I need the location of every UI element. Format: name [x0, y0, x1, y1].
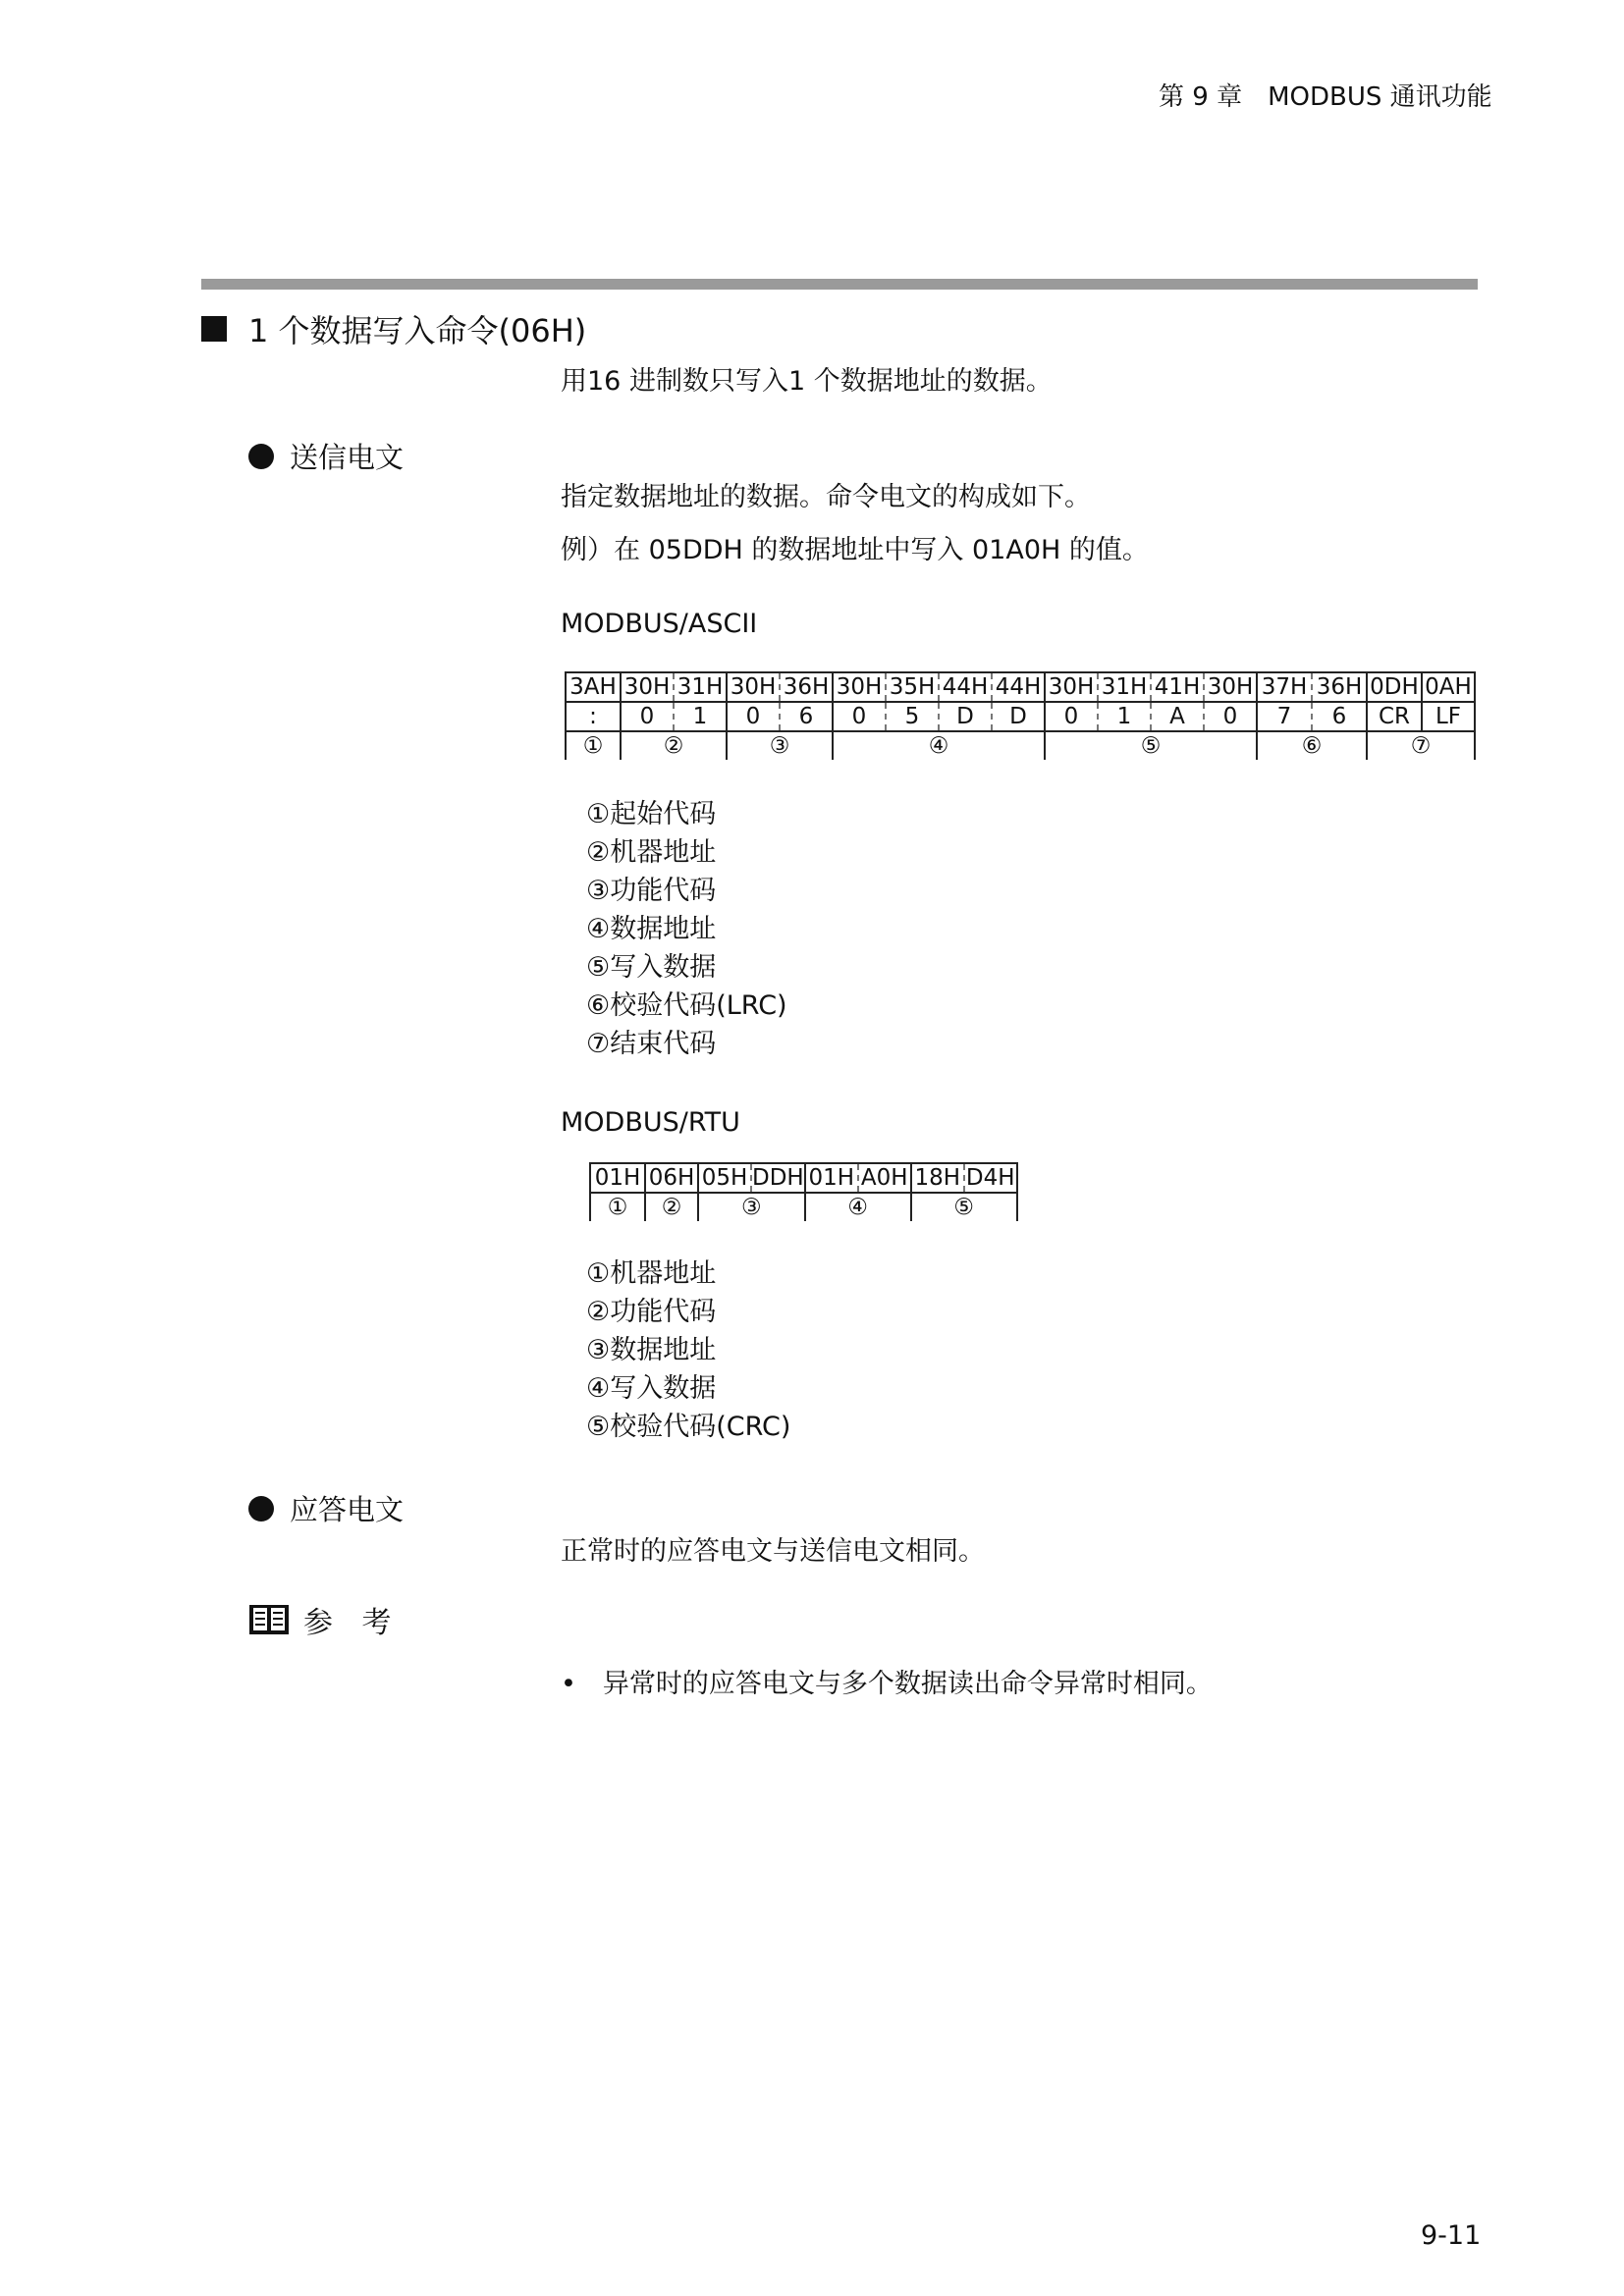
- ascii-group-cell: ⑤: [1045, 731, 1257, 760]
- reference-heading-text: 参 考: [303, 1606, 402, 1640]
- ascii-hex-cell: 30H: [1204, 672, 1257, 702]
- ascii-char-cell: D: [939, 702, 992, 731]
- ascii-legend: [586, 795, 787, 1063]
- ascii-char-cell: 0: [1204, 702, 1257, 731]
- ascii-char-cell: D: [992, 702, 1045, 731]
- legend-item: ⑤写入数据: [586, 952, 717, 983]
- send-heading-text: 送信电文: [290, 441, 405, 474]
- ascii-hex-cell: 37H: [1257, 672, 1312, 702]
- rtu-group-row: [590, 1193, 1017, 1221]
- ascii-hex-cell: 44H: [992, 672, 1045, 702]
- ascii-hex-row: [566, 672, 1475, 702]
- ascii-group-cell: ⑥: [1257, 731, 1367, 760]
- rtu-hex-cell: DDH: [752, 1165, 804, 1191]
- rtu-group-cell: ⑤: [911, 1193, 1017, 1221]
- response-heading: [248, 1488, 404, 1528]
- ascii-hex-cell: 44H: [939, 672, 992, 702]
- rtu-hex-cell: A0H: [858, 1163, 911, 1193]
- ascii-hex-cell: 41H: [1151, 672, 1204, 702]
- ascii-frame-table: [565, 671, 1476, 760]
- legend-item: ④数据地址: [586, 914, 717, 944]
- legend-item: ④写入数据: [586, 1373, 717, 1404]
- book-icon: [248, 1601, 290, 1638]
- legend-item: ②机器地址: [586, 837, 717, 868]
- ascii-hex-cell: 0DH: [1367, 672, 1422, 702]
- section-intro: 用16 进制数只写入1 个数据地址的数据。: [561, 366, 1053, 397]
- circle-bullet-icon: [248, 444, 274, 469]
- legend-item: ②功能代码: [586, 1297, 717, 1327]
- ascii-char-cell: 1: [674, 702, 727, 731]
- ascii-char-cell: 7: [1257, 702, 1312, 731]
- legend-item: ①起始代码: [586, 799, 717, 829]
- ascii-hex-cell: 36H: [780, 672, 833, 702]
- legend-item: ⑤校验代码(CRC): [586, 1412, 791, 1442]
- ascii-char-cell: 0: [727, 702, 780, 731]
- rtu-group-cell: ③: [698, 1193, 805, 1221]
- ascii-char-cell: LF: [1422, 702, 1475, 731]
- rtu-group-cell: ②: [645, 1193, 698, 1221]
- ascii-hex-cell: 30H: [621, 672, 674, 702]
- section-title: [201, 306, 586, 351]
- page-number: 9-11: [1421, 2220, 1482, 2251]
- ascii-group-cell: ②: [621, 731, 727, 760]
- reference-bullet: • 异常时的应答电文与多个数据读出命令异常时相同。: [561, 1669, 1213, 1699]
- response-heading-text: 应答电文: [290, 1493, 405, 1526]
- legend-item: ⑥校验代码(LRC): [586, 990, 787, 1021]
- legend-item: ①机器地址: [586, 1258, 717, 1289]
- ascii-hex-cell: 30H: [833, 672, 886, 702]
- rtu-hex-cell: 06H: [645, 1163, 698, 1193]
- rtu-legend: [586, 1255, 790, 1446]
- rtu-group-cell: ④: [805, 1193, 911, 1221]
- ascii-group-row: [566, 731, 1475, 760]
- chapter-header: 第 9 章 MODBUS 通讯功能: [1159, 82, 1492, 112]
- ascii-hex-cell: 30H: [727, 672, 780, 702]
- ascii-hex-cell: 30H: [1045, 672, 1098, 702]
- section-divider: [201, 279, 1478, 290]
- legend-item: ③功能代码: [586, 876, 717, 906]
- rtu-group-cell: ①: [590, 1193, 645, 1221]
- ascii-hex-cell: 36H: [1312, 672, 1367, 702]
- ascii-hex-cell: 35H: [886, 672, 939, 702]
- circle-bullet-icon: [248, 1496, 274, 1522]
- ascii-char-cell: 1: [1098, 702, 1151, 731]
- rtu-hex-cell: 05H: [698, 1163, 751, 1193]
- ascii-group-cell: ③: [727, 731, 833, 760]
- ascii-char-cell: CR: [1367, 702, 1422, 731]
- ascii-char-cell: A: [1151, 702, 1204, 731]
- rtu-hex-row: [590, 1163, 1017, 1193]
- ascii-hex-cell: 0AH: [1422, 672, 1475, 702]
- ascii-group-cell: ⑦: [1367, 731, 1475, 760]
- ascii-hex-cell: 31H: [1098, 672, 1151, 702]
- response-desc: 正常时的应答电文与送信电文相同。: [561, 1536, 985, 1567]
- rtu-hex-cell: 01H: [590, 1163, 645, 1193]
- ascii-char-cell: 6: [780, 702, 833, 731]
- rtu-hex-cell: 01H: [805, 1163, 858, 1193]
- ascii-group-cell: ④: [833, 731, 1045, 760]
- ascii-char-cell: 6: [1312, 702, 1367, 731]
- rtu-label: MODBUS/RTU: [561, 1107, 740, 1138]
- ascii-group-cell: ①: [566, 731, 621, 760]
- ascii-char-row: [566, 702, 1475, 731]
- rtu-frame-table: [589, 1162, 1018, 1221]
- square-bullet-icon: [201, 316, 227, 342]
- ascii-char-cell: 0: [833, 702, 886, 731]
- send-heading: [248, 436, 404, 476]
- reference-heading: [248, 1598, 402, 1641]
- legend-item: ⑦结束代码: [586, 1029, 717, 1059]
- rtu-hex-cell: D4H: [964, 1163, 1017, 1193]
- rtu-hex-cell: 18H: [911, 1163, 964, 1193]
- ascii-char-cell: 0: [621, 702, 674, 731]
- ascii-char-cell: 5: [886, 702, 939, 731]
- ascii-hex-cell: 3AH: [566, 672, 621, 702]
- send-example: 例）在 05DDH 的数据地址中写入 01A0H 的值。: [561, 535, 1149, 565]
- legend-item: ③数据地址: [586, 1335, 717, 1365]
- ascii-char-cell: :: [566, 702, 621, 731]
- ascii-hex-cell: 31H: [674, 672, 727, 702]
- section-title-text: 1 个数据写入命令(06H): [248, 312, 587, 349]
- send-desc: 指定数据地址的数据。命令电文的构成如下。: [561, 482, 1091, 512]
- ascii-label: MODBUS/ASCII: [561, 609, 758, 639]
- ascii-char-cell: 0: [1045, 702, 1098, 731]
